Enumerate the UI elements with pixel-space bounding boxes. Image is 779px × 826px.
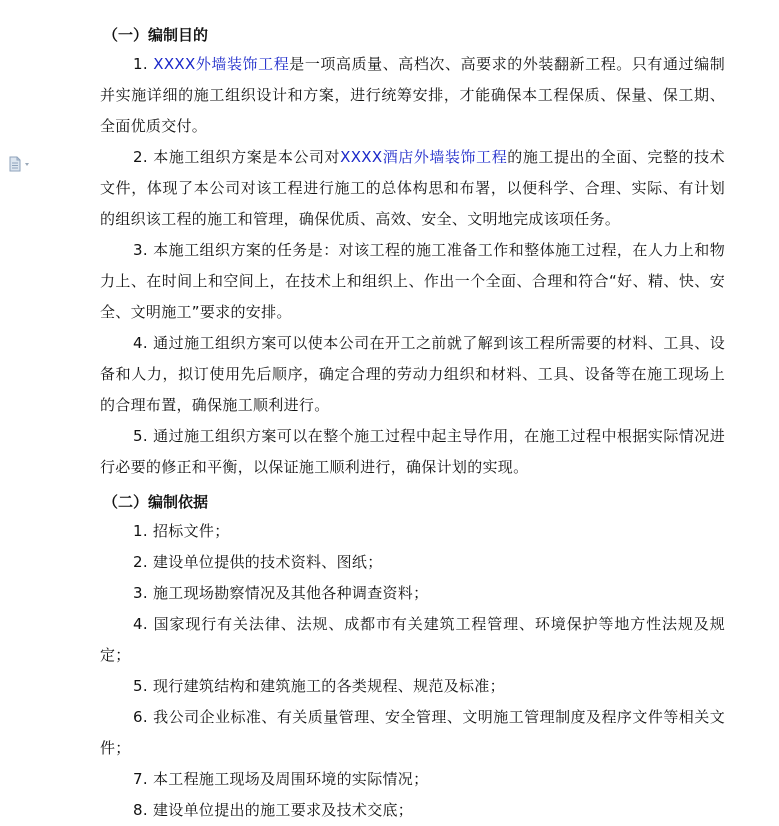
list-item <box>100 764 725 795</box>
list-item <box>100 609 725 671</box>
list-item-text: 建设单位提出的施工要求及技术交底； <box>153 801 414 819</box>
paragraph <box>100 328 725 421</box>
item-number: 5. <box>133 427 148 445</box>
list-item-text: 本工程施工现场及周围环境的实际情况； <box>153 770 429 788</box>
item-number: 7. <box>133 770 148 788</box>
section-heading: （一）编制目的 <box>103 26 209 44</box>
paragraph <box>100 235 725 328</box>
item-number: 3. <box>133 584 148 602</box>
list-item <box>100 578 725 609</box>
paragraph <box>100 421 725 483</box>
document-icon[interactable] <box>8 156 36 172</box>
list-item-text: 国家现行有关法律、法规、成都市有关建筑工程管理、环境保护等地方性法规及规定； <box>100 615 725 664</box>
list-item-text: 招标文件； <box>153 522 230 540</box>
paragraph-text-post: 的施工提出的全面、完整的技术文件，体现了本公司对该工程进行施工的总体构思和布署，以便科学、合理、实际、有计划的组织该工程的施工和管理，确保优质、高效、安全、文明地完成该项任务。 <box>100 148 725 228</box>
paragraph-text-pre: 本施工组织方案是本公司对 <box>153 148 341 166</box>
list-item-text: 施工现场勘察情况及其他各种调查资料； <box>153 584 429 602</box>
list-item-text: 建设单位提供的技术资料、图纸； <box>153 553 383 571</box>
list-item <box>100 795 725 826</box>
paragraph <box>100 142 725 235</box>
list-item-text: 现行建筑结构和建筑施工的各类规程、规范及标准； <box>153 677 505 695</box>
paragraph-text: 本施工组织方案的任务是：对该工程的施工准备工作和整体施工过程，在人力上和物力上、在时间上和空间上，在技术上和组织上、作出一个全面、合理和符合“好、精、快、安全、文明施工”要求的安排。 <box>100 241 725 321</box>
list-item <box>100 516 725 547</box>
paragraph <box>100 49 725 142</box>
paragraph-text-post: 是一项高质量、高档次、高要求的外装翻新工程。只有通过编制并实施详细的施工组织设计和方案，进行统筹安排，才能确保本工程保质、保量、保工期、全面优质交付。 <box>100 55 726 135</box>
item-number: 4. <box>133 615 148 633</box>
paragraph-text: 通过施工组织方案可以使本公司在开工之前就了解到该工程所需要的材料、工具、设备和人力，拟订使用先后顺序，确定合理的劳动力组织和材料、工具、设备等在施工现场上的合理布置，确保施工顺利进行。 <box>100 334 725 414</box>
section-heading: （二）编制依据 <box>103 493 209 511</box>
item-number: 4. <box>133 334 148 352</box>
list-item <box>100 547 725 578</box>
paragraph-text: 通过施工组织方案可以在整个施工过程中起主导作用，在施工过程中根据实际情况进行必要的修正和平衡，以保证施工顺利进行，确保计划的实现。 <box>100 427 725 476</box>
project-name-link: XXXX酒店外墙装饰工程 <box>340 148 508 166</box>
item-number: 1. <box>133 522 148 540</box>
item-number: 2. <box>133 148 148 166</box>
project-name-link: XXXX外墙装饰工程 <box>153 55 290 73</box>
item-number: 6. <box>133 708 148 726</box>
list-item <box>100 702 725 764</box>
item-number: 3. <box>133 241 148 259</box>
item-number: 1. <box>133 55 148 73</box>
item-number: 2. <box>133 553 148 571</box>
item-number: 5. <box>133 677 148 695</box>
list-item-text: 我公司企业标准、有关质量管理、安全管理、文明施工管理制度及程序文件等相关文件； <box>100 708 725 757</box>
list-item <box>100 671 725 702</box>
item-number: 8. <box>133 801 148 819</box>
